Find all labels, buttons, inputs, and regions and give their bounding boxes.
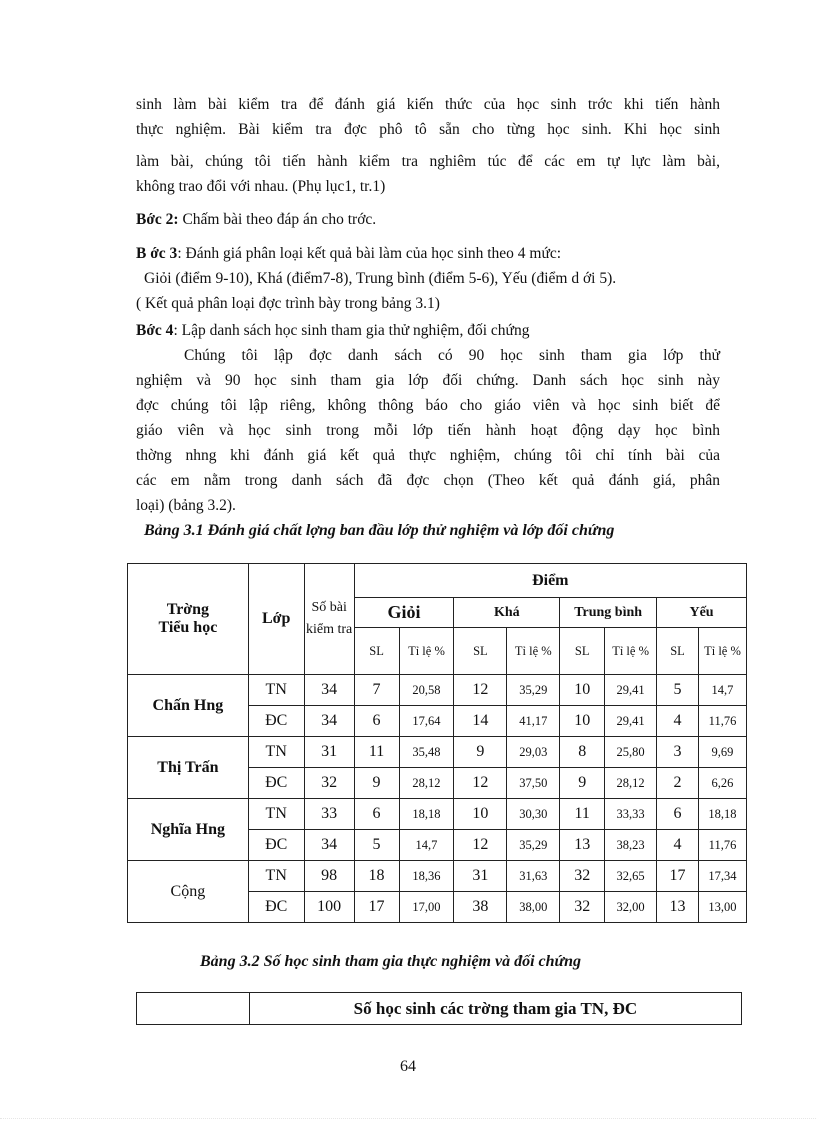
cell-kha-sl: 10 [454,799,507,830]
header-test-count: Số bài kiểm tra [304,564,354,675]
table-3-2-caption: Bảng 3.2 Số học sinh tham gia thực nghiệm và đối chứng [200,953,582,970]
cell-gioi-pct: 35,48 [399,737,454,768]
cell-yeu-pct: 18,18 [698,799,746,830]
cell-count: 34 [304,706,354,737]
cell-gioi-sl: 9 [354,768,399,799]
cell-tb-sl: 10 [560,706,605,737]
cell-tb-pct: 33,33 [605,799,657,830]
cell-gioi-pct: 20,58 [399,675,454,706]
cell-yeu-pct: 11,76 [698,830,746,861]
header-sl: SL [657,628,699,675]
cell-yeu-pct: 9,69 [698,737,746,768]
bottom-divider [0,1118,816,1119]
cell-kha-pct: 31,63 [507,861,560,892]
text-line: Giỏi (điểm 9-10), Khá (điểm7-8), Trung bình (điểm 5-6), Yếu (điểm d ới 5). [144,270,617,287]
cell-kha-pct: 35,29 [507,830,560,861]
cell-kha-sl: 12 [454,675,507,706]
cell-gioi-sl: 5 [354,830,399,861]
text-line: giáo viên và học sinh trong mỗi lớp tiến hành hoạt động dạy học bình [136,422,720,439]
cell-tb-pct: 25,80 [605,737,657,768]
step-4-label: Bớc 4 [136,322,174,339]
cell-tb-pct: 29,41 [605,675,657,706]
cell-gioi-sl: 6 [354,799,399,830]
table-row [128,799,747,830]
table-3-1 [127,563,747,923]
cell-kha-sl: 12 [454,830,507,861]
cell-class: ĐC [248,768,304,799]
cell-kha-sl: 38 [454,892,507,923]
header-sl: SL [560,628,605,675]
table-3-1-caption: Bảng 3.1 Đánh giá chất lợng ban đầu lớp thử nghiệm và lớp đối chứng [144,522,615,539]
cell-tb-sl: 8 [560,737,605,768]
total-label: Cộng [128,861,249,923]
cell-tb-pct: 32,65 [605,861,657,892]
cell-kha-pct: 41,17 [507,706,560,737]
text-line: không trao đổi với nhau. (Phụ lục1, tr.1) [136,178,386,195]
text-line: làm bài, chúng tôi tiến hành kiểm tra nghiêm túc để các em tự lực làm bài, [136,153,720,170]
cell-kha-sl: 9 [454,737,507,768]
cell-gioi-pct: 28,12 [399,768,454,799]
cell-gioi-pct: 18,36 [399,861,454,892]
school-name: Thị Trấn [128,737,249,799]
header-pct: Tỉ lệ % [605,628,657,675]
cell-tb-pct: 32,00 [605,892,657,923]
step-4-text: : Lập danh sách học sinh tham gia thử nghiệm, đối chứng [173,322,530,339]
header-school: Trờng Tiểu học [128,564,249,675]
text-line: nghiệm và 90 học sinh tham gia lớp đối chứng. Danh sách học sinh này [136,372,720,389]
cell-tb-sl: 32 [560,892,605,923]
cell-gioi-pct: 14,7 [399,830,454,861]
cell-yeu-pct: 17,34 [698,861,746,892]
cell-yeu-sl: 6 [657,799,699,830]
cell-count: 33 [304,799,354,830]
cell-kha-pct: 29,03 [507,737,560,768]
cell-tb-sl: 9 [560,768,605,799]
cell-gioi-sl: 18 [354,861,399,892]
cell-gioi-sl: 17 [354,892,399,923]
cell-yeu-sl: 13 [657,892,699,923]
cell-gioi-sl: 11 [354,737,399,768]
cell-kha-sl: 12 [454,768,507,799]
text-line: thực nghiệm. Bài kiểm tra đợc phô tô sẵn cho từng học sinh. Khi học sinh [136,121,720,138]
cell-kha-sl: 14 [454,706,507,737]
table-3-2 [136,992,742,1025]
cell-kha-pct: 30,30 [507,799,560,830]
cell-gioi-pct: 17,00 [399,892,454,923]
cell-gioi-sl: 6 [354,706,399,737]
header-pct: Tỉ lệ % [399,628,454,675]
cell-class: TN [248,799,304,830]
cell-yeu-sl: 2 [657,768,699,799]
cell-count: 34 [304,675,354,706]
cell-yeu-pct: 13,00 [698,892,746,923]
table-3-2-empty-cell [137,993,250,1025]
cell-count: 31 [304,737,354,768]
cell-tb-pct: 38,23 [605,830,657,861]
header-yeu: Yếu [657,598,747,628]
header-pct: Tỉ lệ % [698,628,746,675]
cell-gioi-pct: 18,18 [399,799,454,830]
cell-class: TN [248,675,304,706]
step-3 [136,242,720,266]
cell-yeu-pct: 14,7 [698,675,746,706]
cell-tb-pct: 28,12 [605,768,657,799]
header-kha: Khá [454,598,560,628]
cell-yeu-pct: 6,26 [698,768,746,799]
cell-class: ĐC [248,892,304,923]
table-3-2-header: Số học sinh các trờng tham gia TN, ĐC [249,993,741,1025]
cell-gioi-sl: 7 [354,675,399,706]
cell-kha-pct: 37,50 [507,768,560,799]
step-2 [136,208,720,232]
cell-count: 34 [304,830,354,861]
cell-yeu-pct: 11,76 [698,706,746,737]
cell-yeu-sl: 17 [657,861,699,892]
text-line: các em nằm trong danh sách đã đợc chọn (Theo kết quả đánh giá, phân [136,472,720,489]
text-line: đợc chúng tôi lập riêng, không thông báo cho giáo viên và học sinh biết để [136,397,720,414]
page-number: 64 [400,1058,416,1075]
cell-yeu-sl: 5 [657,675,699,706]
table-row [128,675,747,706]
cell-tb-sl: 13 [560,830,605,861]
school-name: Nghĩa Hng [128,799,249,861]
cell-gioi-pct: 17,64 [399,706,454,737]
cell-class: ĐC [248,706,304,737]
cell-yeu-sl: 3 [657,737,699,768]
table-row [128,737,747,768]
text-line: sinh làm bài kiểm tra để đánh giá kiến thức của học sinh trớc khi tiến hành [136,96,720,113]
cell-count: 32 [304,768,354,799]
text-line: loại) (bảng 3.2). [136,497,236,514]
cell-yeu-sl: 4 [657,830,699,861]
header-gioi: Giỏi [354,598,454,628]
cell-kha-sl: 31 [454,861,507,892]
text-line: ( Kết quả phân loại đợc trình bày trong bảng 3.1) [136,295,440,312]
step-4 [136,319,720,343]
header-score: Điểm [354,564,746,598]
cell-count: 100 [304,892,354,923]
step-3-text: : Đánh giá phân loại kết quả bài làm của học sinh theo 4 mức: [177,245,562,262]
cell-count: 98 [304,861,354,892]
cell-tb-pct: 29,41 [605,706,657,737]
step-2-label: Bớc 2: [136,211,179,228]
school-name: Chấn Hng [128,675,249,737]
table-row [128,861,747,892]
cell-kha-pct: 35,29 [507,675,560,706]
cell-tb-sl: 10 [560,675,605,706]
cell-yeu-sl: 4 [657,706,699,737]
cell-class: ĐC [248,830,304,861]
cell-tb-sl: 11 [560,799,605,830]
cell-tb-sl: 32 [560,861,605,892]
step-3-label: B ớc 3 [136,245,178,262]
step-2-text: Chấm bài theo đáp án cho trớc. [178,211,377,228]
cell-class: TN [248,861,304,892]
header-class: Lớp [248,564,304,675]
header-trung-binh: Trung bình [560,598,657,628]
cell-kha-pct: 38,00 [507,892,560,923]
text-line: thờng nhng khi đánh giá kết quả thực nghiệm, chúng tôi chỉ tính bài của [136,447,720,464]
header-sl: SL [454,628,507,675]
text-line: Chúng tôi lập đợc danh sách có 90 học sinh tham gia lớp thử [184,347,720,364]
header-sl: SL [354,628,399,675]
cell-class: TN [248,737,304,768]
header-pct: Tỉ lệ % [507,628,560,675]
